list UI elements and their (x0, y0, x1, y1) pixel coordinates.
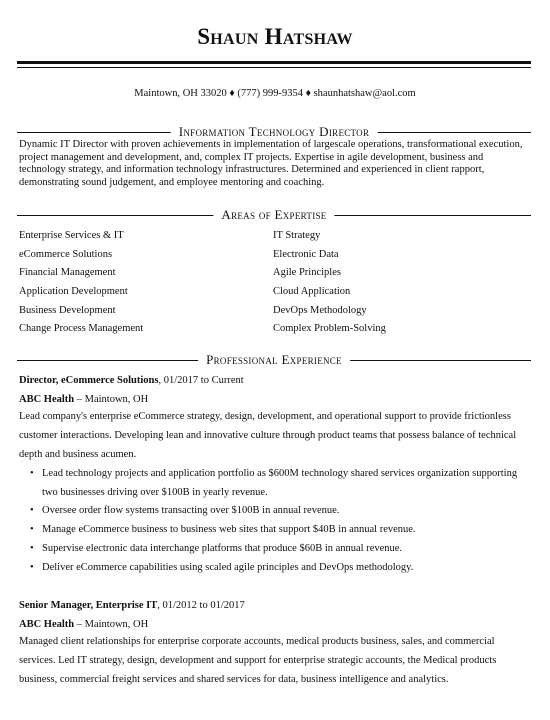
bullet-text: Deliver eCommerce capabilities using scaled agile principles and DevOps methodology. (42, 561, 414, 573)
candidate-name: Shaun Hatshaw (197, 24, 353, 49)
bullet-icon: • (30, 524, 34, 536)
contact-line: Maintown, OH 33020 ♦ (777) 999-9354 ♦ shaunhatshaw@aol.com (134, 88, 416, 99)
skill-item: Enterprise Services & IT (19, 230, 124, 241)
job-title: Director, eCommerce Solutions (19, 375, 159, 386)
list-item (30, 559, 525, 578)
employer-line (19, 394, 148, 405)
skills-right-column (273, 229, 386, 341)
job-description: Managed client relationships for enterprise corporate accounts, medical products business, sales, and commercial services. Led IT strategy, design, development and support for enterprise strategic accounts, the Medical products business, commercial freight services and shared services for data, business intelligence and analytics. (19, 636, 497, 685)
skill-item: Electronic Data (273, 248, 339, 260)
list-item (30, 521, 525, 540)
skill-item: Complex Problem-Solving (273, 323, 386, 335)
skills-left-column (19, 229, 143, 341)
job-title-line (19, 375, 244, 386)
skill-item: Financial Management (19, 267, 116, 279)
experience-heading (17, 352, 531, 368)
bullet-text: Lead technology projects and application portfolio as $600M technology shared services organization supporting two businesses driving over $100B in yearly revenue. (42, 468, 518, 498)
expertise-heading (17, 207, 531, 223)
employer-line (19, 619, 148, 630)
skill-item: Business Development (19, 304, 116, 316)
bullet-icon: • (30, 542, 34, 554)
bullet-icon: • (30, 505, 34, 517)
skill-item: Agile Principles (273, 267, 341, 279)
bullet-text: Manage eCommerce business to business web sites that support $40B in annual revenue. (42, 524, 416, 536)
company-name: ABC Health (19, 394, 75, 405)
skill-item: eCommerce Solutions (19, 248, 113, 260)
bullet-icon: • (30, 468, 34, 479)
company-location: – Maintown, OH (74, 619, 149, 630)
header-rule-thick (17, 61, 531, 64)
job-description: Lead company's enterprise eCommerce strategy, design, development, and operational support to provide frictionless customer interactions. Developing lean and innovative culture through product teams that possess balance of technical depth and business acumen. (19, 411, 517, 460)
job-title-line (19, 600, 245, 611)
skill-item: IT Strategy (273, 230, 321, 241)
skill-item: Change Process Management (19, 323, 144, 335)
skill-item: Cloud Application (273, 286, 351, 298)
summary-text: Dynamic IT Director with proven achievements in implementation of largescale operations, transformational execution, project management and development, and, complex IT projects. Expertise in agile development, business and technology strategy, and information technology infrastructures. Determined and experienced in client rapport, demonstrating sound judgement, and employee mentoring and coaching. (19, 139, 523, 188)
company-name: ABC Health (19, 619, 75, 630)
skill-item: Application Development (19, 286, 128, 298)
header-rule-thin (17, 67, 531, 68)
bullet-text: Supervise electronic data interchange platforms that produce $60B in annual revenue. (42, 542, 403, 554)
bullet-icon: • (30, 561, 34, 573)
job-dates: , 01/2012 to 01/2017 (157, 600, 245, 611)
job-dates: , 01/2017 to Current (158, 375, 244, 386)
company-location: – Maintown, OH (74, 394, 149, 405)
summary-heading (17, 124, 531, 140)
job-title: Senior Manager, Enterprise IT (19, 600, 158, 611)
job-bullet-list (30, 465, 525, 577)
expertise-heading-text: Areas of Expertise (213, 207, 334, 223)
skill-item: DevOps Methodology (273, 304, 367, 316)
summary-heading-text: Information Technology Director (171, 124, 378, 140)
experience-heading-text: Professional Experience (198, 352, 350, 368)
bullet-text: Oversee order flow systems transacting over $100B in annual revenue. (42, 505, 340, 517)
list-item (30, 502, 525, 521)
list-item (30, 540, 525, 559)
list-item (30, 465, 525, 502)
